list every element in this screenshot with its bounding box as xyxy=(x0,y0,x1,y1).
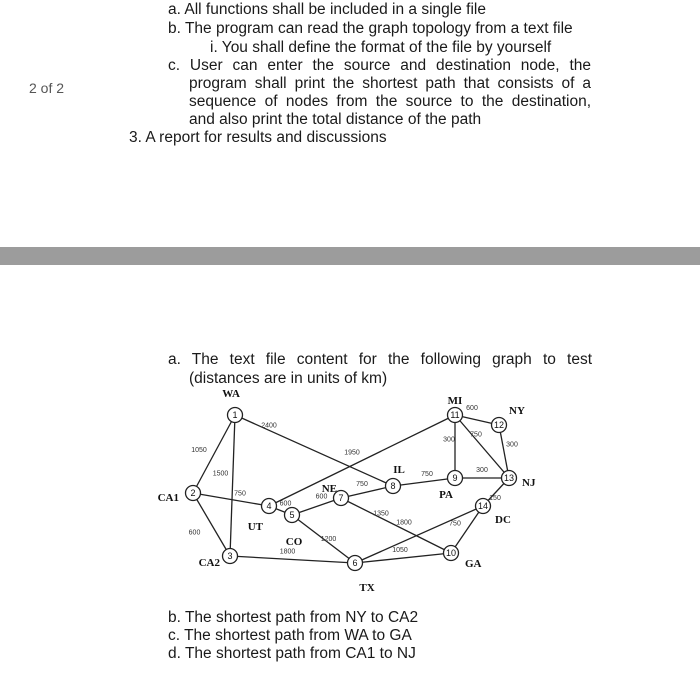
node-label-7: 7 xyxy=(338,493,344,504)
edge-weight-12-13: 300 xyxy=(506,441,518,449)
node-label-9: 9 xyxy=(452,473,458,484)
node-label-5: 5 xyxy=(289,510,295,521)
node-label-1: 1 xyxy=(232,410,238,421)
state-label-ne: NE xyxy=(321,483,337,495)
node-label-4: 4 xyxy=(266,501,272,512)
requirement-3: 3. A report for results and discussions xyxy=(129,129,387,146)
state-label-ca1: CA1 xyxy=(157,492,179,504)
edge-weight-5-6: 1200 xyxy=(320,536,337,543)
requirement-b-i: i. You shall define the format of the file by yourself xyxy=(210,39,552,56)
requirement-a: a. All functions shall be included in a single file xyxy=(168,1,486,18)
node-label-8: 8 xyxy=(390,481,396,492)
node-label-12: 12 xyxy=(493,420,505,431)
edge-weight-11-13: 750 xyxy=(470,431,482,439)
edge-weight-13-14: 150 xyxy=(489,495,501,502)
state-label-nj: NJ xyxy=(522,477,536,489)
node-label-10: 10 xyxy=(445,548,457,559)
edge-3-6 xyxy=(230,556,355,563)
edge-2-3 xyxy=(193,493,230,556)
edge-4-11 xyxy=(269,415,458,506)
edge-weight-9-13: 300 xyxy=(476,467,488,474)
edge-weight-7-10: 1350 xyxy=(373,510,389,518)
requirement-c-line3: sequence of nodes from the source to the destination, xyxy=(189,93,591,110)
edge-weight-10-14: 750 xyxy=(449,520,461,528)
edge-8-9 xyxy=(393,478,455,486)
edge-weight-9-11: 300 xyxy=(443,436,455,444)
node-label-14: 14 xyxy=(477,501,489,512)
state-label-dc: DC xyxy=(495,514,511,526)
page-2 xyxy=(0,265,700,678)
edge-weight-1-8: 2400 xyxy=(261,422,277,430)
node-label-13: 13 xyxy=(503,473,515,484)
page-1 xyxy=(0,0,700,247)
task-c: c. The shortest path from WA to GA xyxy=(168,627,412,644)
edge-weight-1-3: 1500 xyxy=(212,470,229,478)
state-label-ca2: CA2 xyxy=(198,557,220,569)
edge-6-10 xyxy=(355,553,451,563)
task-a-line2: (distances are in units of km) xyxy=(189,370,388,387)
edge-weight-4-11: 1950 xyxy=(344,449,360,457)
state-label-ny: NY xyxy=(509,405,525,417)
task-a-line1: a. The text file content for the following graph to test xyxy=(168,351,592,368)
page-separator xyxy=(0,247,700,265)
requirement-c-line1: c. User can enter the source and destination node, the xyxy=(168,57,591,74)
edge-1-3 xyxy=(230,415,235,556)
requirement-c-line4: and also print the total distance of the path xyxy=(189,111,482,128)
state-label-mi: MI xyxy=(447,395,463,407)
edge-2-4 xyxy=(193,490,269,506)
edge-weight-4-5: 600 xyxy=(279,500,292,508)
state-label-tx: TX xyxy=(359,582,375,594)
edge-weight-3-6: 1800 xyxy=(279,548,296,556)
node-label-11: 11 xyxy=(450,410,460,421)
requirement-c-line2: program shall print the shortest path that consists of a xyxy=(189,75,591,92)
requirement-b: b. The program can read the graph topology from a text file xyxy=(168,20,573,37)
task-b: b. The shortest path from NY to CA2 xyxy=(168,609,419,626)
node-label-2: 2 xyxy=(190,488,196,499)
edge-weight-2-4: 750 xyxy=(234,490,246,498)
state-label-co: CO xyxy=(285,536,303,548)
network-graph xyxy=(0,385,700,595)
node-label-6: 6 xyxy=(352,558,358,569)
edge-weight-8-9: 750 xyxy=(421,471,433,478)
edge-weight-5-7: 600 xyxy=(315,493,328,501)
state-label-wa: WA xyxy=(222,388,240,400)
edge-weight-1-2: 1050 xyxy=(191,447,207,454)
state-label-ut: UT xyxy=(247,521,263,533)
state-label-il: IL xyxy=(393,464,405,476)
state-label-pa: PA xyxy=(439,489,453,501)
node-label-3: 3 xyxy=(227,551,233,562)
task-d: d. The shortest path from CA1 to NJ xyxy=(168,645,416,662)
edge-1-2 xyxy=(193,415,235,493)
edge-weight-11-12: 600 xyxy=(466,405,478,412)
edge-weight-6-14: 1800 xyxy=(396,519,412,527)
state-label-ga: GA xyxy=(465,558,482,570)
page-indicator: 2 of 2 xyxy=(29,80,65,96)
edge-weight-6-10: 1050 xyxy=(392,547,408,554)
edge-1-8 xyxy=(235,415,393,486)
edge-weight-7-8: 750 xyxy=(356,481,368,488)
edge-weight-2-3: 600 xyxy=(188,529,201,537)
